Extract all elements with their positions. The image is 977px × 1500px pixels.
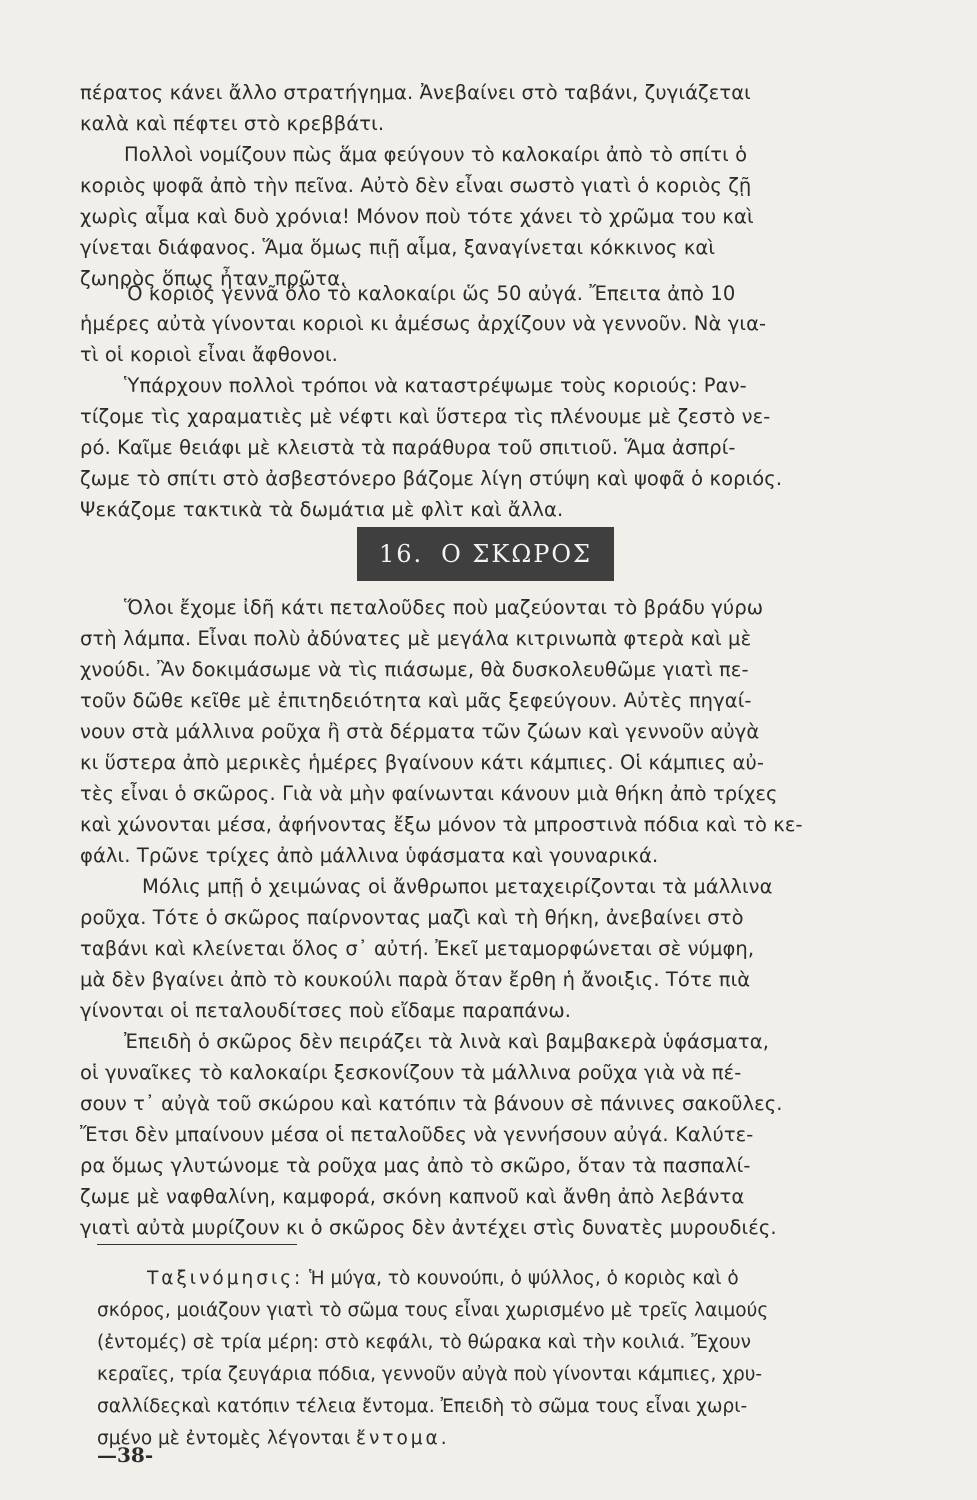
text-line: γίνονται οἱ πεταλουδίτσες ποὺ εἴδαμε παραπάνω.	[80, 999, 572, 1022]
text-line: πέρατος κάνει ἄλλο στρατήγημα. Ἀνεβαίνει στὸ ταβάνι, ζυγιάζεται	[80, 81, 751, 104]
text-line: Ὅλοι ἔχομε ἰδῆ κάτι πεταλοῦδες ποὺ μαζεύονται τὸ βράδυ γύρω	[124, 596, 764, 619]
footnote-line: (ἐντομές) σὲ τρία μέρη: στὸ κεφάλι, τὸ θώρακα καὶ τὴν κοιλιά. Ἔχουν	[97, 1332, 751, 1353]
text-line: νουν στὰ μάλλινα ροῦχα ἢ στὰ δέρματα τῶν ζώων καὶ γεννοῦν αὐγὰ	[80, 720, 760, 743]
footnote-line: σαλλίδεςκαὶ κατόπιν τέλεια ἔντομα. Ἐπειδὴ τὸ σῶμα τους εἶναι χωρι-	[97, 1396, 748, 1417]
text-line: τοῦν δῶθε κεῖθε μὲ ἐπιτηδειότητα καὶ μᾶς ξεφεύγουν. Αὐτὲς πηγαί-	[80, 689, 752, 712]
section-number: 16.	[378, 540, 424, 568]
text-line: ταβάνι καὶ κλείνεται ὅλος σ᾽ αὐτή. Ἐκεῖ μεταμορφώνεται σὲ νύμφη,	[80, 937, 755, 960]
text-line: γιατὶ αὐτὰ μυρίζουν κι ὁ σκῶρος δὲν ἀντέχει στὶς δυνατὲς μυρουδιές.	[80, 1216, 777, 1239]
text-line: χωρὶς αἷμα καὶ δυὸ χρόνια! Μόνον ποὺ τότε χάνει τὸ χρῶμα του καὶ	[80, 205, 754, 228]
text-line: Ἔτσι δὲν μπαίνουν μέσα οἱ πεταλοῦδες νὰ γεννήσουν αὐγά. Καλύτε-	[80, 1123, 754, 1146]
text-line: Ἐπειδὴ ὁ σκῶρος δὲν πειράζει τὰ λινὰ καὶ βαμβακερὰ ὑφάσματα,	[124, 1030, 770, 1053]
text-line: Μόλις μπῇ ὁ χειμώνας οἱ ἄνθρωποι μεταχειρίζονται τὰ μάλλινα	[142, 875, 773, 898]
text-line: στὴ λάμπα. Εἶναι πολὺ ἀδύνατες μὲ μεγάλα κιτρινωπὰ φτερὰ καὶ μὲ	[80, 627, 752, 650]
text-line: ροῦχα. Τότε ὁ σκῶρος παίρνοντας μαζὶ καὶ τὴ θήκη, ἀνεβαίνει στὸ	[80, 906, 744, 929]
text-line: καλὰ καὶ πέφτει στὸ κρεββάτι.	[80, 112, 385, 135]
text-line: τὲς εἶναι ὁ σκῶρος. Γιὰ νὰ μὴν φαίνωνται κάνουν μιὰ θήκη ἀπὸ τρίχες	[80, 782, 778, 805]
text-line: καὶ χώνονται μέσα, ἀφήνοντας ἔξω μόνον τὰ μπροστινὰ πόδια καὶ τὸ κε-	[80, 813, 803, 836]
text-line: σουν τ᾽ αὐγὰ τοῦ σκώρου καὶ κατόπιν τὰ βάνουν σὲ πάνινες σακοῦλες.	[80, 1092, 783, 1115]
footnote-term: ἔντομα	[356, 1428, 441, 1449]
text-line: τίζομε τὶς χαραματιὲς μὲ νέφτι καὶ ὕστερα τὶς πλένουμε μὲ ζεστὸ νε-	[80, 405, 771, 428]
text-line: οἱ γυναῖκες τὸ καλοκαίρι ξεσκονίζουν τὰ μάλλινα ροῦχα γιὰ νὰ πέ-	[80, 1061, 742, 1084]
footnote-term: Ταξινόμησις:	[147, 1268, 304, 1289]
text-line: γίνεται διάφανος. Ἅμα ὅμως πιῇ αἷμα, ξαναγίνεται κόκκινος καὶ	[80, 236, 716, 259]
text-line: τὶ οἱ κοριοὶ εἶναι ἄφθονοι.	[80, 343, 338, 366]
footnote-line: κεραῖες, τρία ζευγάρια πόδια, γεννοῦν αὐγὰ ποὺ γίνονται κάμπιες, χρυ-	[97, 1364, 763, 1385]
text-line: Ψεκάζομε τακτικὰ τὰ δωμάτια μὲ φλὶτ καὶ ἄλλα.	[80, 498, 564, 521]
footnote-line	[97, 1270, 912, 1289]
text-line: ρα ὅμως γλυτώνομε τὰ ροῦχα μας ἀπὸ τὸ σκῶρο, ὅταν τὰ πασπαλί-	[80, 1154, 751, 1177]
footnote-line: σκόρος, μοιάζουν γιατὶ τὸ σῶμα τους εἶναι χωρισμένο μὲ τρεῖς λαιμούς	[97, 1300, 769, 1321]
section-heading	[357, 527, 614, 581]
text-line: ἡμέρες αὐτὰ γίνονται κοριοὶ κι ἀμέσως ἀρχίζουν νὰ γεννοῦν. Νὰ για-	[80, 312, 767, 335]
text-line: φάλι. Τρῶνε τρίχες ἀπὸ μάλλινα ὑφάσματα καὶ γουναρικά.	[80, 844, 659, 867]
page-number: —38-	[97, 1443, 154, 1467]
text-line: Ὑπάρχουν πολλοὶ τρόποι νὰ καταστρέψωμε τοὺς κοριούς: Ραν-	[124, 374, 747, 397]
text-line: ζωμε μὲ ναφθαλίνη, καμφορά, σκόνη καπνοῦ καὶ ἄνθη ἀπὸ λεβάντα	[80, 1185, 745, 1208]
text-line: ρό. Καῖμε θειάφι μὲ κλειστὰ τὰ παράθυρα τοῦ σπιτιοῦ. Ἅμα ἀσπρί-	[80, 436, 736, 459]
footnote-line	[97, 1430, 537, 1449]
text-line: κοριὸς ψοφᾶ ἀπὸ τὴν πεῖνα. Αὐτὸ δὲν εἶναι σωστὸ γιατὶ ὁ κοριὸς ζῇ	[80, 174, 752, 197]
text-line: Πολλοὶ νομίζουν πὼς ἅμα φεύγουν τὸ καλοκαίρι ἀπὸ τὸ σπίτι ὁ	[124, 143, 748, 166]
text-line: Ὁ κοριὸς γεννᾶ ὅλο τὸ καλοκαίρι ὥς 50 αὐγά. Ἔπειτα ἀπὸ 10	[126, 282, 736, 305]
text-line: ζωηρὸς ὅπως ἦταν πρῶτα.	[80, 267, 347, 290]
text-line: χνούδι. Ἂν δοκιμάσωμε νὰ τὶς πιάσωμε, θὰ δυσκολευθῶμε γιατὶ πε-	[80, 658, 749, 681]
text-line: μὰ δὲν βγαίνει ἀπὸ τὸ κουκούλι παρὰ ὅταν ἔρθη ἡ ἄνοιξις. Τότε πιὰ	[80, 968, 751, 991]
footnote-divider	[97, 1244, 297, 1245]
text-line: ζωμε τὸ σπίτι στὸ ἀσβεστόνερο βάζομε λίγη στύψη καὶ ψοφᾶ ὁ κοριός.	[80, 467, 783, 490]
text-line: κι ὕστερα ἀπὸ μερικὲς ἡμέρες βγαίνουν κάτι κάμπιες. Οἱ κάμπιες αὐ-	[80, 751, 765, 774]
footnote-text: Ἡ μύγα, τὸ κουνούπι, ὁ ψύλλος, ὁ κοριὸς καὶ ὁ	[303, 1268, 739, 1289]
footnote-text: .	[440, 1428, 447, 1449]
section-title: Ο ΣΚΩΡΟΣ	[441, 540, 593, 568]
footnote-text: σμένο μὲ ἐντομὲς λέγονται	[97, 1428, 356, 1449]
